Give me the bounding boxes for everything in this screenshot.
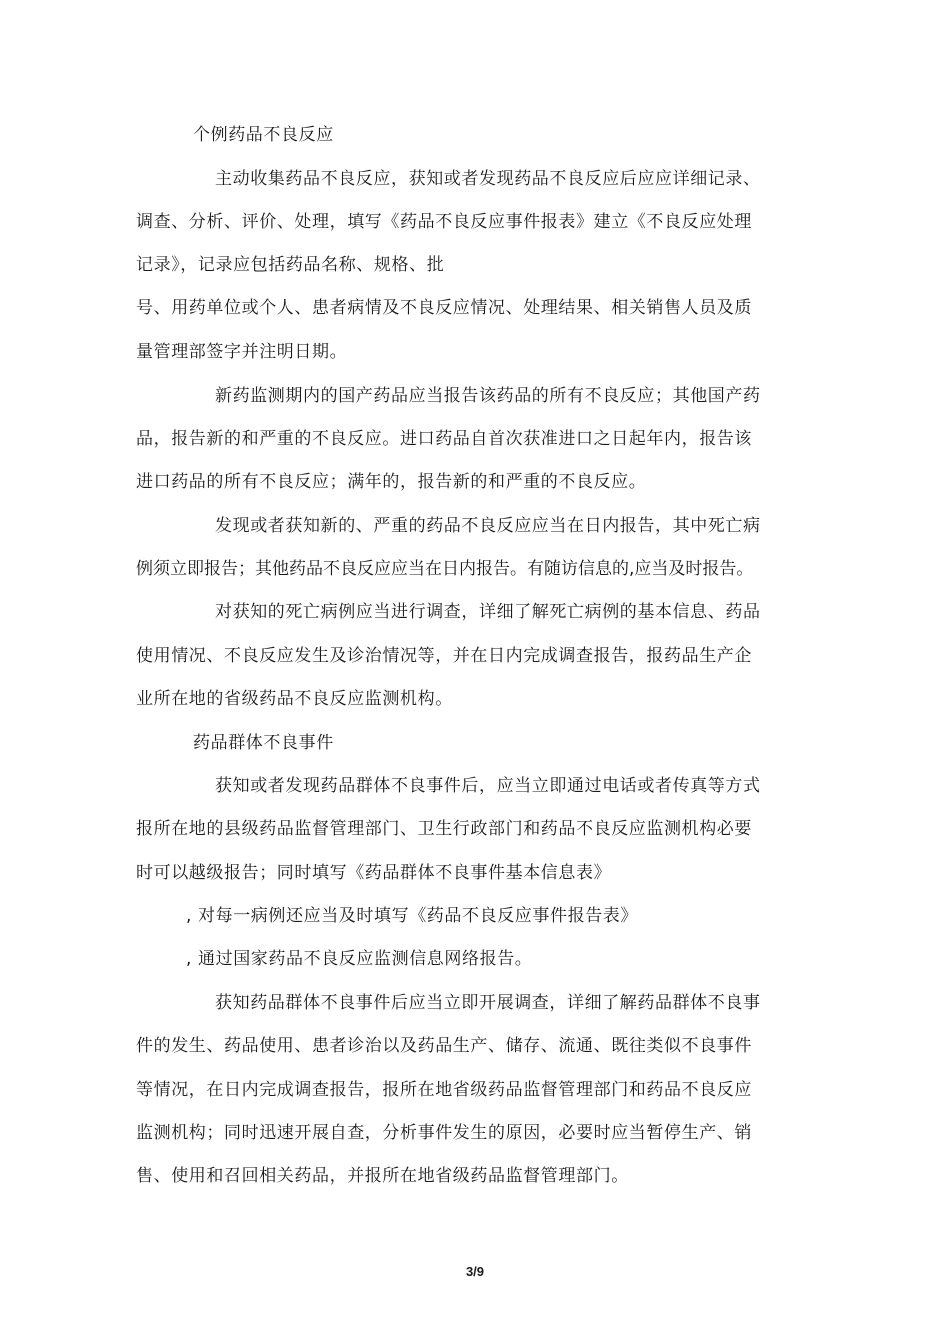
text-line: 调查、分析、评价、处理，填写《药品不良反应事件报表》建立《不良反应处理 (136, 212, 752, 232)
text-line: , 通过国家药品不良反应监测信息网络报告。 (186, 949, 533, 969)
text-line: 获知或者发现药品群体不良事件后，应当立即通过电话或者传真等方式 (215, 776, 761, 796)
text-line: 等情况，在日内完成调查报告，报所在地省级药品监督管理部门和药品不良反应 (136, 1080, 752, 1100)
text-line: 例须立即报告；其他药品不良反应应当在日内报告。有随访信息的,应当及时报告。 (136, 559, 754, 579)
text-line: , 对每一病例还应当及时填写《药品不良反应事件报告表》 (186, 906, 639, 926)
text-line: 量管理部签字并注明日期。 (136, 342, 348, 362)
text-line: 获知药品群体不良事件后应当立即开展调查，详细了解药品群体不良事 (215, 993, 761, 1013)
text-line: 新药监测期内的国产药品应当报告该药品的所有不良反应；其他国产药 (215, 386, 761, 406)
text-line: 对获知的死亡病例应当进行调查，详细了解死亡病例的基本信息、药品 (215, 602, 761, 622)
text-line: 售、使用和召回相关药品，并报所在地省级药品监督管理部门。 (136, 1166, 629, 1186)
text-line: 主动收集药品不良反应，获知或者发现药品不良反应后应应详细记录、 (215, 169, 761, 189)
text-line: 监测机构；同时迅速开展自查，分析事件发生的原因，必要时应当暂停生产、销 (136, 1123, 752, 1143)
section-heading-individual: 个例药品不良反应 (193, 125, 334, 145)
text-line: 时可以越级报告；同时填写《药品群体不良事件基本信息表》 (136, 863, 612, 883)
text-line: 品，报告新的和严重的不良反应。进口药品自首次获准进口之日起年内，报告该 (136, 429, 752, 449)
text-line: 报所在地的县级药品监督管理部门、卫生行政部门和药品不良反应监测机构必要 (136, 819, 752, 839)
section-heading-group: 药品群体不良事件 (193, 733, 334, 753)
text-line: 号、用药单位或个人、患者病情及不良反应情况、处理结果、相关销售人员及质 (136, 298, 752, 318)
text-line: 业所在地的省级药品不良反应监测机构。 (136, 689, 453, 709)
text-line: 发现或者获知新的、严重的药品不良反应应当在日内报告，其中死亡病 (215, 516, 761, 536)
page-number: 3/9 (465, 1264, 485, 1279)
text-line: 件的发生、药品使用、患者诊治以及药品生产、储存、流通、既往类似不良事件 (136, 1036, 752, 1056)
text-line: 使用情况、不良反应发生及诊治情况等，并在日内完成调查报告，报药品生产企 (136, 646, 752, 666)
text-line: 记录》，记录应包括药品名称、规格、批 (136, 255, 445, 275)
text-line: 进口药品的所有不良反应；满年的，报告新的和严重的不良反应。 (136, 472, 647, 492)
